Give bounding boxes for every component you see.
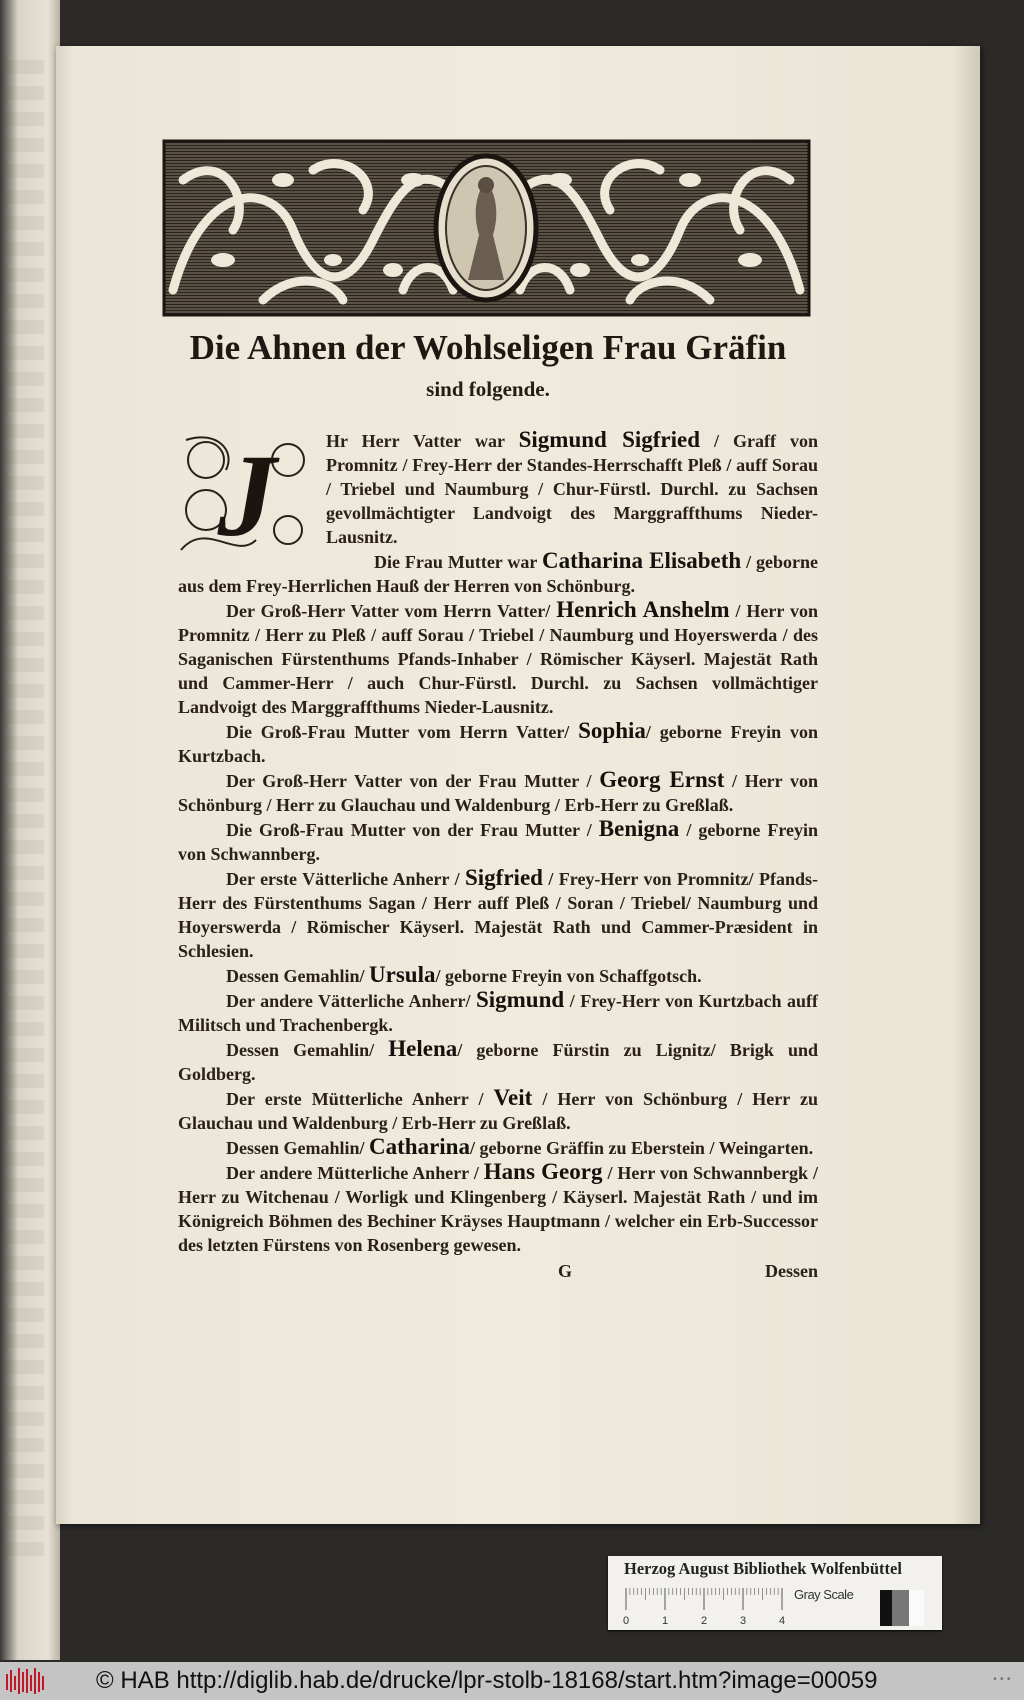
entry-text: / Graff von Promnitz / Frey-Herr der Standes-Herrschafft Pleß / auff Sorau / Triebel und Naumburg / Chur-Fürstl. Durchl. zu Sachsen gevollmächtigter Landvoigt des Marggraffthums Nieder-Lausnitz. (326, 431, 819, 547)
ruler-label: 4 (778, 1615, 786, 1627)
ruler-label: 3 (739, 1615, 747, 1627)
ornamental-drop-cap: J (176, 430, 318, 562)
genealogy-text (178, 428, 818, 1285)
entry-text: / geborne Fürstin zu Lignitz/ Brigk und Goldberg. (178, 1040, 818, 1084)
ancestor-name: Sigfried (465, 865, 543, 890)
entry-text: Der Groß-Herr Vatter von der Frau Mutter / (226, 771, 600, 791)
genealogy-entry (178, 988, 818, 1037)
hab-logo-icon (4, 1666, 48, 1696)
source-url[interactable]: © HAB http://diglib.hab.de/drucke/lpr-stolb-18168/start.htm?image=00059 (96, 1667, 878, 1694)
entry-text: Der Groß-Herr Vatter vom Herrn Vatter/ (226, 601, 557, 621)
entry-text: Der erste Mütterliche Anherr / (226, 1089, 494, 1109)
entry-text: Der erste Vätterliche Anherr / (226, 869, 465, 889)
entry-text: Dessen Gemahlin/ (226, 1138, 370, 1158)
genealogy-entry (178, 1160, 818, 1257)
entry-text: / Herr von Schönburg / Herr zu Glauchau und Waldenburg / Erb-Herr zu Greßlaß. (178, 1089, 818, 1133)
genealogy-entry (178, 719, 818, 768)
library-name: Herzog August Bibliothek Wolfenbüttel (624, 1559, 902, 1578)
ancestor-name: Henrich Anshelm (556, 597, 730, 622)
genealogy-entry (178, 817, 818, 866)
ancestor-name: Sophia (578, 718, 646, 743)
entry-text: Der andere Vätterliche Anherr/ (226, 991, 476, 1011)
woodcut-headpiece-ornament (163, 140, 810, 316)
entry-text: / geborne Freyin von Schaffgotsch. (435, 966, 702, 986)
facing-page-edge (0, 0, 60, 1660)
genealogy-entry (178, 963, 818, 988)
entry-text: Der andere Mütterliche Anherr / (226, 1163, 484, 1183)
gray-scale-swatch (880, 1590, 924, 1626)
ancestor-name: Helena (388, 1036, 458, 1061)
entry-text: / geborne aus dem Frey-Herrlichen Hauß der Herren von Schönburg. (178, 552, 818, 596)
entry-text: / geborne Gräffin zu Eberstein / Weingarten. (469, 1138, 814, 1158)
viewer-footer-bar (0, 1662, 1024, 1700)
ancestor-name: Catharina Elisabeth (542, 548, 742, 573)
entry-text: / Herr von Promnitz / Herr zu Pleß / auff Sorau / Triebel / Naumburg und Hoyerswerda / des Saganischen Fürstenthums Pfands-Inhaber / Römischer Käyserl. Majestät Rath und Cammer-Herr / auch Chur-Fürstl. Durchl. zu Sachsen vollmächtiger Landvoigt des Marggraffthums Nieder-Lausnitz. (178, 601, 818, 717)
ancestor-name: Benigna (598, 816, 680, 841)
genealogy-entry (178, 1135, 818, 1160)
ancestor-name: Catharina (369, 1134, 470, 1159)
page-title: Die Ahnen der Wohlseligen Frau Gräfin (189, 328, 787, 367)
entry-text: / geborne Freyin von Kurtzbach. (178, 722, 818, 766)
entry-text: / Herr von Schwannbergk / Herr zu Witchenau / Worligk und Klingenberg / Käyserl. Majestät Rath / und im Königreich Böhmen des Bechiner Kräyses Hauptmann / welcher ein Erb-Successor des letzten Fürstens von Rosenberg gewesen. (178, 1163, 818, 1255)
ruler-label: 0 (622, 1615, 630, 1627)
genealogy-entry (178, 1086, 818, 1135)
signature-mark: G (558, 1261, 573, 1281)
genealogy-entry (178, 1037, 818, 1086)
genealogy-entry (178, 768, 818, 817)
entry-text: / Frey-Herr von Kurtzbach auff Militsch und Trachenbergk. (178, 991, 818, 1035)
genealogy-entry (178, 866, 818, 963)
page-subtitle: sind folgende. (426, 377, 550, 401)
more-options-icon[interactable]: ••• (992, 1674, 1013, 1685)
ancestor-name: Sigmund (475, 987, 565, 1012)
ancestor-name: Sigmund Sigfried (518, 427, 701, 452)
ancestor-name: Georg Ernst (599, 767, 725, 792)
entry-text: Hr Herr Vatter war (326, 431, 519, 451)
page-trailer (178, 1259, 818, 1285)
genealogy-entry (178, 598, 818, 719)
entry-text: Die Groß-Frau Mutter von der Frau Mutter / (226, 820, 599, 840)
entry-text: Die Groß-Frau Mutter vom Herrn Vatter/ (226, 722, 579, 742)
ruler-label: 2 (700, 1615, 708, 1627)
ancestor-name: Ursula (369, 962, 436, 987)
ruler-label: 1 (661, 1615, 669, 1627)
ancestor-name: Veit (493, 1085, 533, 1110)
ruler-scale (624, 1584, 784, 1628)
color-calibration-card (608, 1556, 942, 1630)
entry-text: / Herr von Schönburg / Herr zu Glauchau und Waldenburg / Erb-Herr zu Greßlaß. (178, 771, 818, 815)
entry-text: Die Frau Mutter war (374, 552, 542, 572)
entry-text: / geborne Freyin von Schwannberg. (178, 820, 819, 864)
ancestor-name: Hans Georg (483, 1159, 603, 1184)
entry-text: Dessen Gemahlin/ (226, 1040, 389, 1060)
entry-text: Dessen Gemahlin/ (226, 966, 370, 986)
entry-text: / Frey-Herr von Promnitz/ Pfands-Herr des Fürstenthums Sagan / Herr auff Pleß / Soran / Triebel/ Naumburg und Hoyerswerda / Römischer Käyserl. Majestät Rath und Cammer-Præsident in Schlesien. (178, 869, 818, 961)
gray-scale-label: Gray Scale (794, 1587, 854, 1602)
catchword: Dessen (765, 1261, 818, 1281)
